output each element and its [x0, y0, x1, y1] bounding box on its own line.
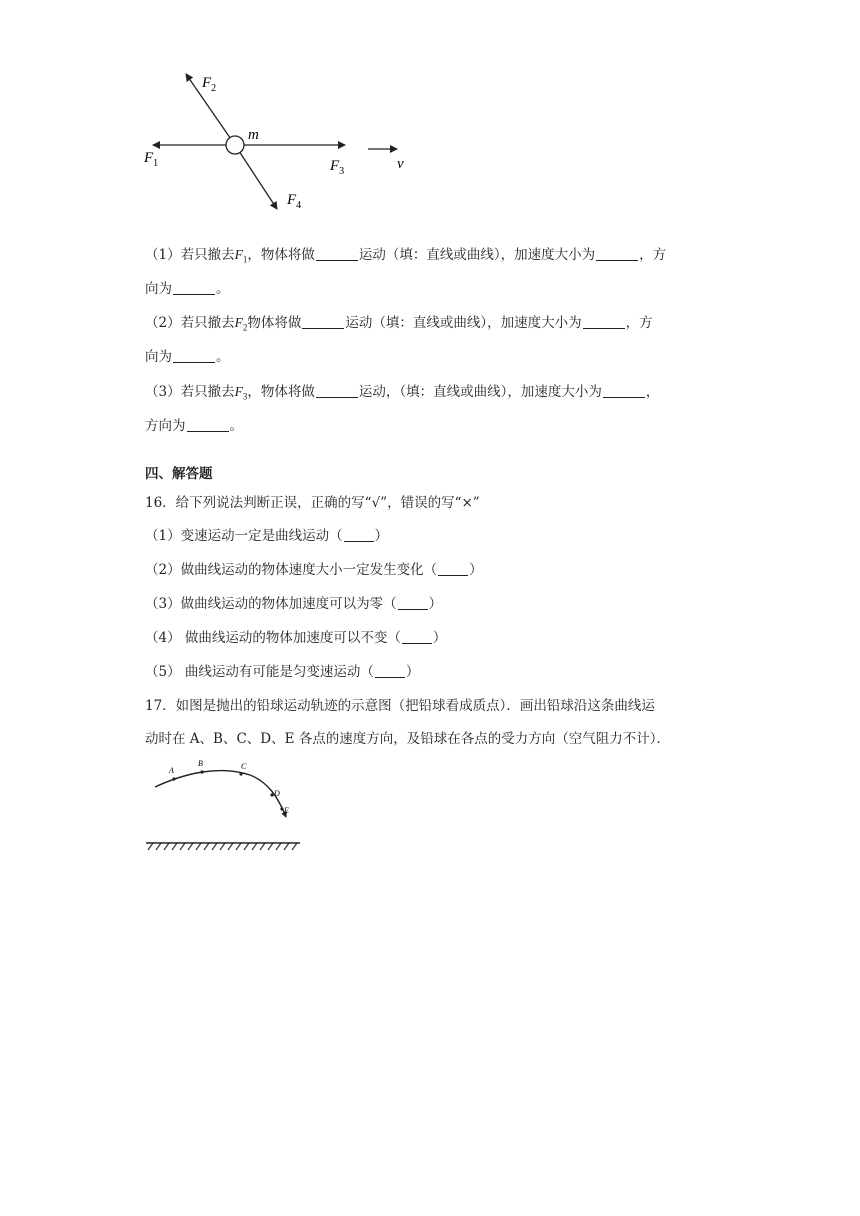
answer-blank[interactable] — [302, 327, 344, 329]
q16-item-3: （3）做曲线运动的物体加速度可以为零（ ） — [145, 596, 443, 612]
q16-item-4: （4） 做曲线运动的物体加速度可以不变（ ） — [145, 630, 447, 646]
q15-s1-line1: （1）若只撤去$F_1$，物体将做 运动（填：直线或曲线），加速度大小为 ，方 — [145, 247, 667, 265]
m-label: m — [248, 127, 259, 143]
force-symbol: $F_1$ — [234, 247, 248, 265]
point-b — [200, 770, 203, 773]
f2-label: $F_2$ — [202, 75, 217, 94]
force-symbol: $F_2$ — [234, 315, 248, 333]
q15-s2-line1: （2）若只撤去$F_2$物体将做 运动（填：直线或曲线），加速度大小为 ，方 — [145, 315, 653, 333]
q17-line1: 17．如图是抛出的铅球运动轨迹的示意图（把铅球看成质点）．画出铅球沿这条曲线运 — [145, 698, 655, 714]
answer-blank[interactable] — [173, 293, 215, 295]
point-a-label: A — [169, 766, 174, 775]
trajectory-curve — [155, 771, 286, 817]
answer-blank[interactable] — [187, 430, 229, 432]
f4-label: $F_4$ — [287, 192, 302, 211]
answer-blank[interactable] — [596, 259, 638, 261]
ground-hatch — [148, 843, 297, 850]
point-e-label: E — [284, 806, 289, 815]
answer-blank[interactable] — [173, 361, 215, 363]
answer-blank[interactable] — [402, 642, 432, 644]
answer-blank[interactable] — [316, 259, 358, 261]
point-c — [239, 772, 242, 775]
f1-label: $F_1$ — [144, 150, 159, 169]
f3-label: $F_3$ — [330, 158, 345, 177]
point-a — [172, 777, 175, 780]
force-symbol: $F_3$ — [234, 384, 248, 402]
q16-item-5: （5） 曲线运动有可能是匀变速运动（ ） — [145, 664, 420, 680]
mass-circle — [226, 136, 244, 154]
answer-blank[interactable] — [398, 608, 428, 610]
f4-arrow — [235, 145, 277, 209]
answer-blank[interactable] — [375, 676, 405, 678]
v-label: v — [397, 156, 404, 172]
point-c-label: C — [241, 762, 247, 771]
answer-blank[interactable] — [603, 396, 645, 398]
answer-blank[interactable] — [316, 396, 358, 398]
q17-line2: 动时在 A、B、C、D、E 各点的速度方向，及铅球在各点的受力方向（空气阻力不计）． — [145, 731, 671, 747]
q15-s1-line2: 向为 。 — [145, 281, 230, 297]
trajectory-diagram — [140, 755, 310, 855]
q16-item-1: （1）变速运动一定是曲线运动（ ） — [145, 528, 389, 544]
q15-s3-line1: （3）若只撤去$F_3$，物体将做 运动，（填：直线或曲线），加速度大小为 ， — [145, 384, 660, 402]
q15-s3-line2: 方向为 。 — [145, 418, 243, 434]
q15-s2-line2: 向为 。 — [145, 349, 230, 365]
q16-item-2: （2）做曲线运动的物体速度大小一定发生变化（ ） — [145, 562, 483, 578]
point-d-label: D — [274, 789, 280, 798]
force-diagram — [135, 65, 425, 215]
answer-blank[interactable] — [438, 574, 468, 576]
answer-blank[interactable] — [344, 540, 374, 542]
answer-blank[interactable] — [583, 327, 625, 329]
point-b-label: B — [198, 759, 203, 768]
section-heading: 四、解答题 — [145, 466, 213, 482]
q16-stem: 16．给下列说法判断正误，正确的写“√”，错误的写“×” — [145, 495, 480, 511]
